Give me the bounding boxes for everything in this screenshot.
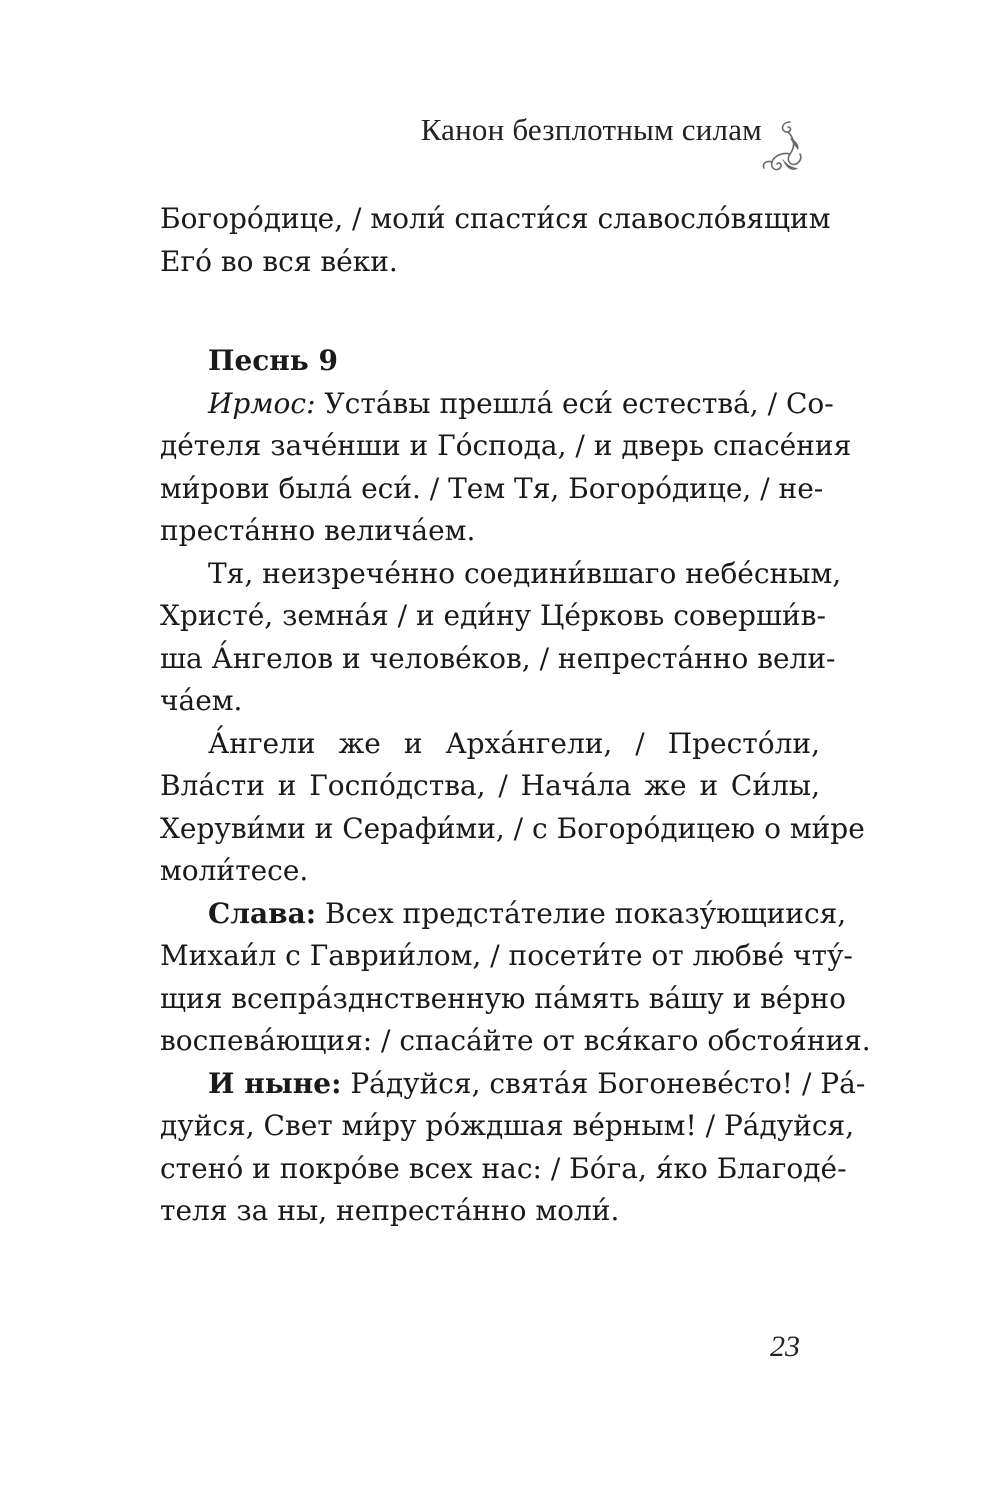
body-text [160,198,871,1233]
irmos-line: де́теля заче́нши и Го́спода, / и дверь спасе́ния [160,429,852,462]
troparion-line: ча́ем. [160,684,243,717]
troparion-line: ша А́нгелов и челове́ков, / непреста́нно вели- [160,641,836,675]
troparion-line: Христе́, земна́я / и еди́ну Це́рковь соверши́в- [160,599,826,632]
glory-line: Михаи́л с Гаврии́лом, / посети́те от любве́ чту́- [160,939,853,972]
intro-line: Его́ во вся ве́ки. [160,244,398,278]
troparion-line: Тя, неизрече́нно соедини́вшаго небе́сным, [208,556,842,590]
glory-line [160,893,847,936]
section-heading: Песнь 9 [208,344,339,377]
troparion-line: Вла́сти и Госпо́дства, / Нача́ла же и Си́лы, [160,769,820,802]
now-label: И ныне: [208,1066,342,1100]
running-head: Канон безплотным силам [420,112,762,147]
now-line [160,1063,866,1106]
troparion-line: А́нгели же и Арха́нгели, / Престо́ли, [208,726,820,760]
glory-line: щия всепра́зднственную па́мять ва́шу и ве́рно [160,981,846,1015]
now-text: Ра́дуйся, свята́я Богоневе́сто! / Ра́- [341,1066,866,1100]
glory-line: воспева́ющия: / спаса́йте от вся́каго обстоя́ния. [160,1024,871,1057]
intro-line: Богоро́дице, / моли́ спасти́ся славосло́вящим [160,202,831,235]
glory-label: Слава: [208,896,317,930]
floral-flourish-icon [760,118,808,180]
irmos-line: преста́нно велича́ем. [160,514,476,547]
troparion-line: Херуви́ми и Серафи́ми, / с Богоро́дицею о ми́ре [160,811,865,845]
now-line: теля за ны, непреста́нно моли́. [160,1194,620,1227]
troparion-line: моли́тесе. [160,854,309,887]
irmos-label: Ирмос: [208,386,316,420]
glory-text: Всех предста́телие показу́ющиися, [316,896,847,930]
irmos-line: ми́рови была́ еси́. / Тем Тя, Богоро́дице, / не- [160,471,824,505]
now-line: дуйся, Свет ми́ру ро́ждшая ве́рным! / Ра́дуйся, [160,1109,855,1142]
page-number: 23 [770,1330,800,1363]
now-line: стено́ и покро́ве всех нас: / Бо́га, я́ко Благоде́- [160,1151,847,1185]
irmos-line [160,383,834,426]
irmos-text: Уста́вы прешла́ еси́ естества́, / Со- [315,386,834,420]
